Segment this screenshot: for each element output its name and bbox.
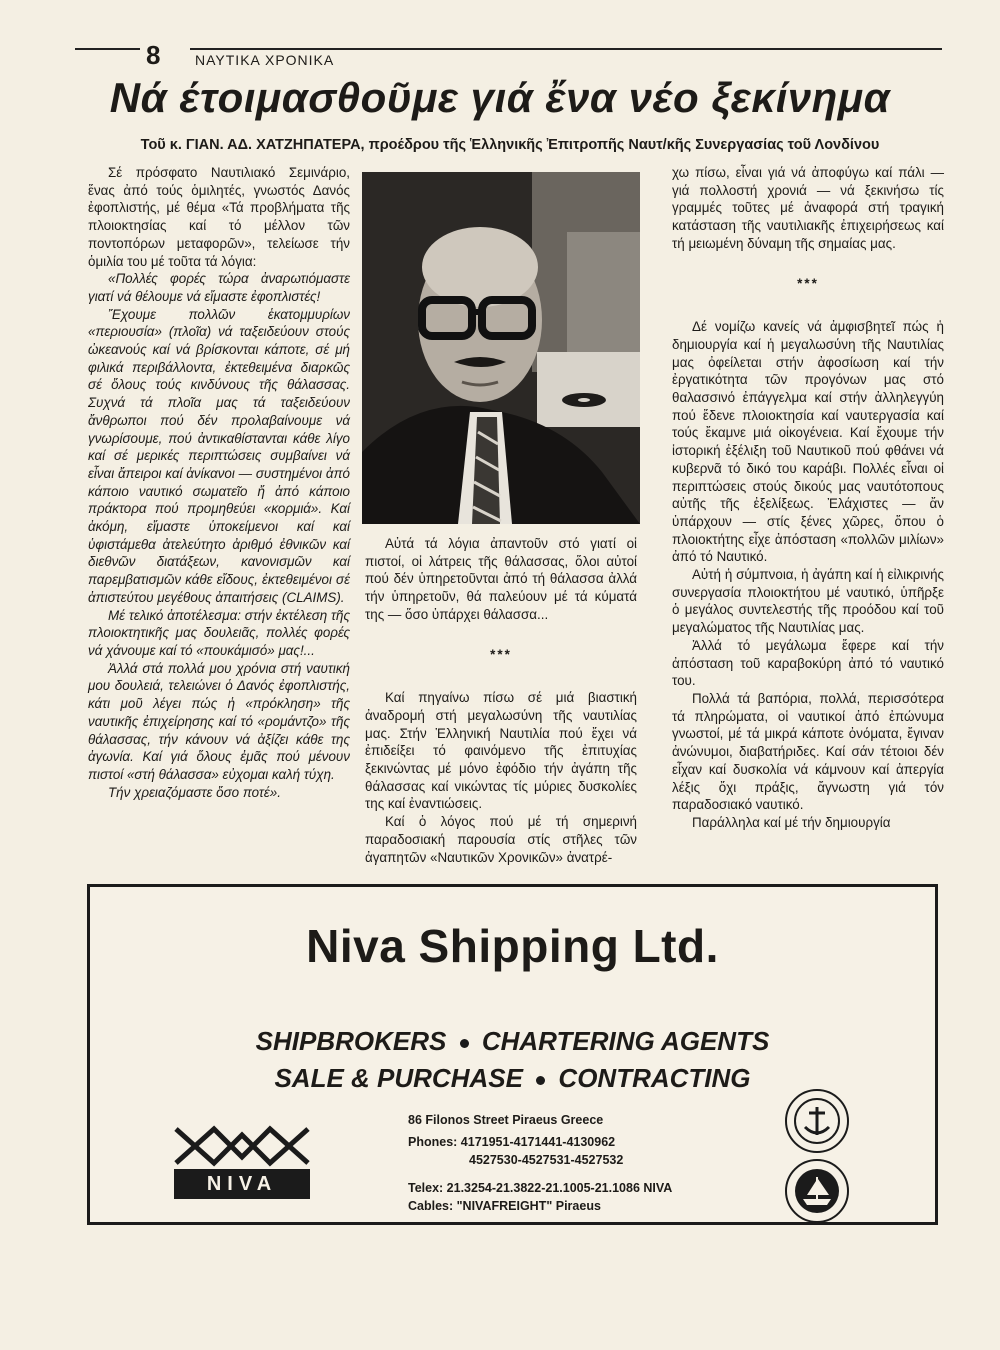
cables: Cables: "NIVAFREIGHT" Piraeus (408, 1199, 601, 1213)
contact-details (408, 1111, 672, 1215)
telex: Telex: 21.3254-21.3822-21.1005-21.1086 NIVA (408, 1181, 673, 1195)
company-name: Niva Shipping Ltd. (306, 920, 719, 972)
quote-paragraph: Ἔχουμε πολλῶν ἑκατομμυρίων «περιουσία» (πλοῖα) νά ταξειδεύουν στούς ὠκεανούς καί νά βρίσκονται κάποτε, σέ μή φιλικά περιβάλλοντα, ἐκτεθειμένα διαρκῶς σέ ὅλους τούς κινδύνους τῆς θάλασσας. Συχνά τά πλοῖα μας τά ταξειδεύουν ἄνθρωποι πού δέν προλαβαίνουμε νά γνωρίσουμε, πού ἀντικαθίστανται κάθε λίγο καί σέ μερικές περιπτώσεις συμβαίνει νά εἶναι ἄπειροι καί ἀνίκανοι — συστημένοι ἀπό κάποιο ναυτικό σωματεῖο ἤ ἀπό κάποιο πράκτορα πού προμηθεύει «κορμιά». Καί ἀκόμη, εἴμαστε ὑποκείμενοι καί καί ὑφιστάμεθα ἀτελεύτητο ἀριθμό ἐθνικῶν καί διεθνῶν διατάξεων, κανονισμῶν καί παρεμβατισμῶν κάθε εἴδους, ἐκτεθειμένοι σέ ἀπιστεύτου μεγέθους ἀπαιτήσεις (CLAIMS). (88, 306, 350, 605)
phones-label: Phones: (408, 1135, 458, 1149)
paragraph: Σέ πρόσφατο Ναυτιλιακό Σεμινάριο, ἕνας ἀπό τούς ὁμιλητές, γνωστός Δανός ἐφοπλιστής, μέ θέμα «Τά προβλήματα τῆς πλοιοκτησίας καί τό μέλλον τῶν ποντοπόρων μεταφορῶν», τελείωσε τήν ὁμιλία του μέ τοῦτα τά λόγια: (88, 165, 350, 269)
header-rule-right (190, 48, 942, 50)
paragraph: Καί ὁ λόγος πού μέ τή σημερινή παραδοσιακή παρουσία στίς στῆλες τῶν ἀγαπητῶν «Ναυτικῶν Χρονικῶν» ἀνατρέ- (365, 814, 637, 865)
running-head: ΝΑΥΤΙΚΑ ΧΡΟΝΙΚΑ (195, 52, 335, 68)
paragraph: Αὐτή ἡ σύμπνοια, ἡ ἀγάπη καί ἡ εἰλικρινής συνεργασία πλοιοκτήτου μέ ναυτικό, ὑπῆρξε ὁ μεγάλος συντελεστής τῆς προόδου καί τοῦ μεγαλώματος τῆς Ναυτιλίας μας. (672, 567, 944, 636)
anchor-seal-icon (785, 1089, 849, 1153)
article-headline: Νά έτοιμασθοῦμε γιά ἔνα νέο ξεκίνημα (109, 74, 891, 121)
service-item: SALE & PURCHASE (274, 1063, 523, 1093)
logo-text: NIVA (174, 1169, 310, 1199)
service-item: CHARTERING AGENTS (481, 1026, 770, 1056)
article-column-2 (365, 535, 637, 866)
phones-line-2: 4527530-4527531-4527532 (469, 1153, 624, 1167)
paragraph: Παράλληλα καί μέ τήν δημιουργία (692, 814, 891, 830)
article-byline: Τοῦ κ. ΓΙΑΝ. ΑΔ. ΧΑΤΖΗΠΑΤΕΡΑ, προέδρου τῆς Ἑλληνικῆς Ἐπιτροπῆς Ναυτ/κῆς Συνεργασίας τοῦ Λονδίνου (140, 137, 880, 153)
header-rule-left (75, 48, 140, 50)
niva-wave-icon (174, 1125, 310, 1167)
paragraph: χω πίσω, εἶναι γιά νά ἀποφύγω καί πάλι — γιά πολλοστή χρονιά — νά ξεκινήσω τίς γραμμές τοῦτες μέ ἀναφορά στή τραγική κατάσταση τῆς ναυτιλιακῆς ἐπιχειρήσεως καί τή μειωμένη δύναμη τῆς σημαίας μας. (672, 165, 944, 251)
section-divider-stars: *** (490, 646, 512, 662)
services-list (90, 1023, 935, 1097)
address: 86 Filonos Street Piraeus Greece (408, 1113, 604, 1127)
author-portrait-photo (362, 172, 640, 524)
paragraph: Αὐτά τά λόγια ἀπαντοῦν στό γιατί οἱ πιστοί, οἱ λάτρεις τῆς θάλασσας, ὅλοι αὐτοί πού δέν ὑπηρετοῦνται ἀπό τή θάλασσα ἀλλά τήν ὑπηρετοῦν, θά παλεύουν μέ τά κύματά της — ὅσο ὑπάρχει θάλασσα... (365, 536, 637, 622)
portrait-icon (362, 172, 640, 524)
article-column-3 (672, 164, 944, 832)
paragraph: Πολλά τά βαπόρια, πολλά, περισσότερα τά πληρώματα, οἱ ναυτικοί ἀπό ἐπώνυμα γνωστοί, μέ τά μικρά κάποτε ὀνόματα, ἔγιναν ἀνώνυμοι, διαβατήριδες. Καί σάν τέτοιοι δέν εἶχαν καί δυσκολία νά κάμνουν καί ἀπεργία λέξις ὄχι πράξις, ἄγνωστη γιά τόν παραδοσιακό ναυτικό. (672, 690, 944, 813)
ship-seal-icon (785, 1159, 849, 1223)
niva-shipping-advertisement (87, 884, 938, 1225)
paragraph: Καί πηγαίνω πίσω σέ μιά βιαστική ἀναδρομή στή μεγαλωσύνη τῆς ναυτιλίας μας. Στήν Ἑλληνική Ναυτιλία πού ἔχει νά ἐπιδείξει τό φαινόμενο τῆς ἐπιτυχίας ξεκινώντας μέ μόνο ἐφόδιο τήν ἀγάπη τῆς θάλασσας καί νικώντας τίς μύριες δυσκολίες της καί ἐναντιώσεις. (365, 690, 637, 812)
phones-line-1: 4171951-4171441-4130962 (460, 1135, 616, 1149)
paragraph: Ἀλλά τό μεγάλωμα ἔφερε καί τήν ἀπόσταση τοῦ καραβοκύρη ἀπό τό ναυτικό του. (672, 637, 944, 689)
section-divider-stars: *** (797, 275, 819, 291)
paragraph: Δέ νομίζω κανείς νά ἀμφισβητεῖ πώς ἡ δημιουργία καί ἡ μεγαλωσύνη τῆς Ναυτιλίας μας ὀφείλεται στήν ἀφοσίωση καί τήν ἐργατικότητα τῶν προγόνων μας στό θαλασσινό ἐπάγγελμα καί στήν ἀλληλεγγύη πού ἔδενε πλοιοκτησία καί ναυτεργασία καί τούς ἔκαμνε μιά οἰκογένεια. Καί ἔχουμε τήν ἱστορική ἐξέλιξη τοῦ Ναυτικοῦ πού φθάνει νά κυβερνᾶ τό δικό του καράβι. Πολλές εἶναι οἱ περιπτώσεις στούς δικούς μας ναυτότοπους αὐτῆς τῆς ἐξελίξεως. Ἐλάχιστες — ἄν ὑπάρχουν — στίς ξένες χῶρες, ὅπου ὁ πλοιοκτήτης εἶχε ἀπόσταση «πολλῶν μιλίων» ἀπό τό Ναυτικό. (672, 319, 944, 565)
page-number: 8 (146, 40, 161, 70)
bullet-icon (460, 1039, 469, 1048)
quote-paragraph: Μέ τελικό ἀποτέλεσμα: στήν ἐκτέλεση τῆς πλοιοκτητικῆς μας δουλειᾶς, πολλές φορές νά χάνουμε καί τό «πουκάμισό» μας!... (88, 607, 350, 658)
niva-logo (174, 1125, 310, 1199)
article-column-1 (88, 164, 350, 801)
quote-paragraph: Ἀλλά στά πολλά μου χρόνια στή ναυτική μου δουλειά, τελειώνει ὁ Δανός ἐφοπλιστής, κάτι μοῦ λέγει πώς ἡ «πρόκληση» τῆς ναυτικῆς ἐπιχείρησης καί τό «ρομάντζο» τῆς θάλασσας, τήν κάνουν νά ἀξίζει κάθε της ἀγωνία. Καί γιά ὅλους ἐμᾶς πού μένουν πιστοί «στή θάλασσα» εὐχομαι καλή τύχη. (88, 660, 350, 782)
bullet-icon (536, 1076, 545, 1085)
service-item: SHIPBROKERS (255, 1026, 447, 1056)
service-item: CONTRACTING (558, 1063, 751, 1093)
quote-paragraph: «Πολλές φορές τώρα ἀναρωτιόμαστε γιατί νά θέλουμε νά εἴμαστε ἐφοπλιστές! (88, 271, 350, 304)
quote-paragraph: Τήν χρειαζόμαστε ὅσο ποτέ». (108, 784, 281, 800)
